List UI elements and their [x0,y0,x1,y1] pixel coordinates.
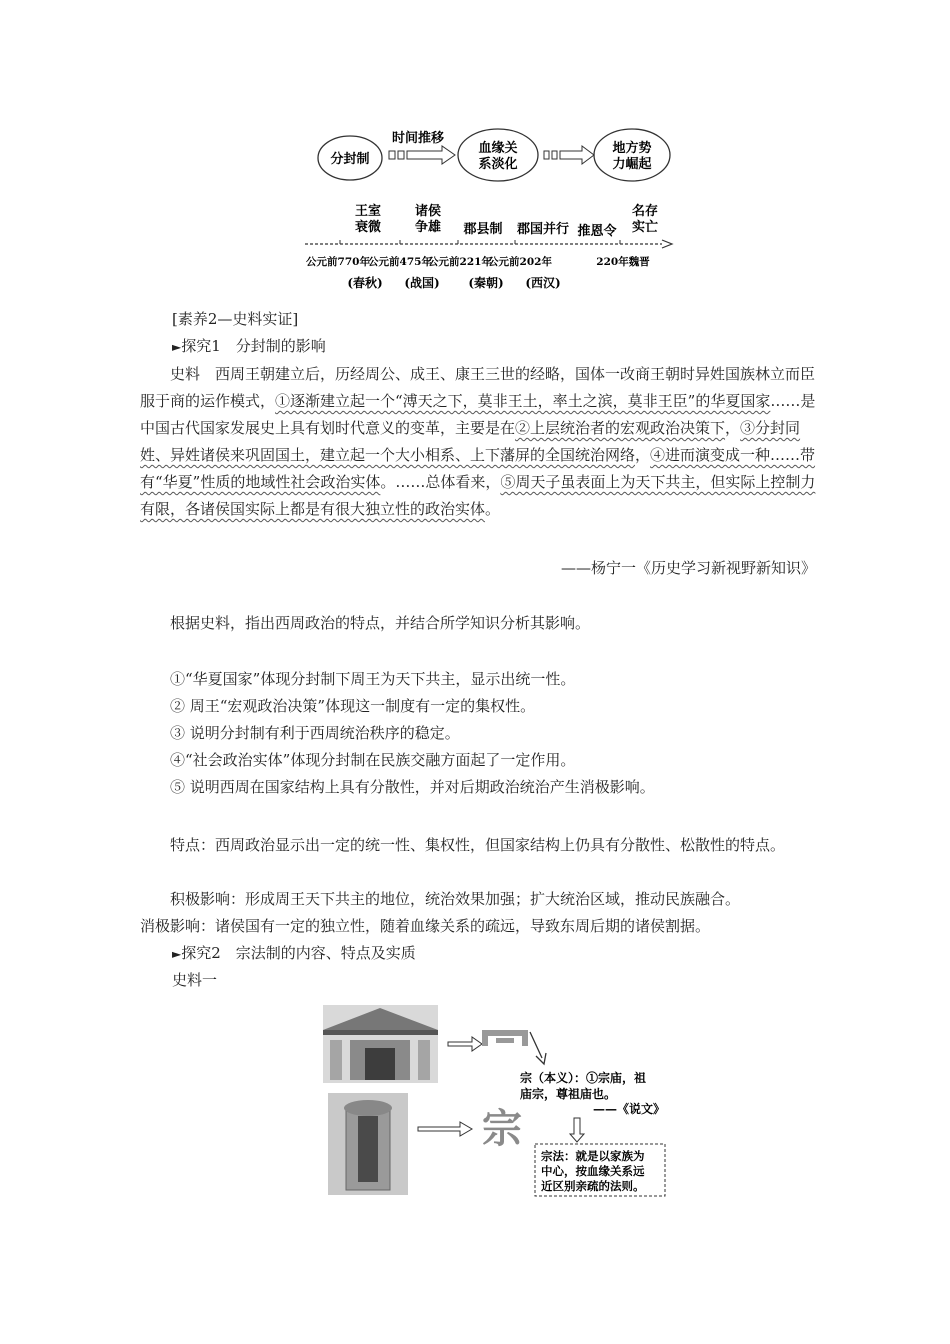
tl-date-5: 220年魏晋 [596,256,650,268]
question: 根据史料，指出西周政治的特点，并结合所学知识分析其影响。 [170,614,591,632]
ancient-zong-glyph [482,1030,528,1046]
source-part-8: 。……总体看来， [380,473,501,491]
point-4: ④“社会政治实体”体现分封制在民族交融方面起了一定作用。 [170,751,576,769]
tl-era-4: (西汉) [525,276,561,290]
tl-above-2a: 诸侯 [414,204,442,219]
def-line-1: 宗（本义）：①宗庙，祖 [520,1071,647,1085]
box-line-1: 宗法：就是以家族为 [541,1149,645,1163]
answer-positive: 积极影响：形成周王天下共主的地位，统治效果加强；扩大统治区域，推动民族融合。 [170,890,741,908]
section-heading: [素养2—史料实证] [172,310,299,328]
tl-era-3: (秦朝) [468,276,504,290]
source-part-6: ， [635,446,651,464]
tl-above-2b: 争雄 [414,220,442,235]
def-line-2: 庙宗，尊祖庙也。 [520,1087,617,1101]
explore2-title [172,940,848,968]
explore1-title [172,333,848,361]
explore1-title-text: 探究1 分封制的影响 [181,337,326,355]
node-local: 地方势 [612,141,652,156]
tl-above-4: 郡国并行 [516,222,570,237]
source-part-7: ④进而演变成一种……带有“华夏”性质的地域性社会政治实体 [140,446,816,491]
triangle-icon: ► [172,340,182,354]
box-line-3: 近区别亲疏的法则。 [541,1179,645,1193]
node-blood: 血缘关 [478,141,518,156]
source-part-2: ……是中国古代国家发展史上具有划时代意义的变革，主要是在 [140,392,816,437]
node-fenfeng: 分封制 [330,152,370,167]
tl-above-5: 推恩令 [577,224,617,239]
tl-date-3: 公元前221年 [428,256,492,268]
source-part-5: ③分封同姓、异姓诸侯来巩固国土，建立起一个大小相系、上下藩屏的全国统治网络 [140,419,801,464]
triangle-icon-2: ► [172,947,182,961]
source-paragraph [140,361,816,523]
point-1: ①“华夏国家”体现分封制下周王为天下共主，显示出统一性。 [170,670,576,688]
point-5: ⑤ 说明西周在国家结构上具有分散性，并对后期政治统治产生消极影响。 [170,778,655,796]
tl-date-1: 公元前770年 [306,256,370,268]
tl-date-2: 公元前475年 [368,256,432,268]
tl-above-1a: 王室 [354,204,382,219]
point-2: ② 周王“宏观政治决策”体现这一制度有一定的集权性。 [170,697,536,715]
source-part-4: ， [725,419,741,437]
tl-above-6a: 名存 [631,204,659,219]
answer-negative: 消极影响：诸侯国有一定的独立性，随着血缘关系的疏远，导致东周后期的诸侯割据。 [140,917,711,935]
source-part-3: ②上层统治者的宏观政治决策下 [515,419,726,437]
tl-era-1: (春秋) [347,276,383,290]
source-part-10: 。 [485,500,501,518]
ancestral-hall-photo [323,1005,438,1083]
box-line-2: 中心，按血缘关系远 [541,1164,645,1178]
tl-era-2: (战国) [404,276,440,290]
def-cite: ——《说文》 [592,1102,665,1116]
source-part-1: ①逐渐建立起一个“溥天之下，莫非王土，率土之滨，莫非王臣”的华夏国家 [275,392,771,410]
source-part-0: 西周王朝建立后，历经周公、成王、康王三世的经略，国体一改商王朝时异姓国族林立而臣服于商的运作模式， [140,365,816,410]
citation: ——杨宁一《历史学习新视野新知识》 [560,559,816,577]
source-part-9: ⑤周天子虽表面上为天下共主，但实际上控制力有限，各诸侯国实际上都是有很大独立性的政治实体 [140,473,816,518]
source1-label: 史料一 [172,971,218,989]
timeline [300,200,680,295]
node-blood-2: 系淡化 [478,157,518,172]
tl-above-1b: 衰微 [354,220,382,235]
explore2-title-text: 探究2 宗法制的内容、特点及实质 [181,944,416,962]
source-label: 史料 [170,365,216,383]
answer-feature: 特点：西周政治显示出一定的统一性、集权性，但国家结构上仍具有分散性、松散性的特点。 [170,836,786,854]
node-local-2: 力崛起 [612,157,652,172]
zong-character: 宗 [482,1105,522,1152]
point-3: ③ 说明分封制有利于西周统治秩序的稳定。 [170,724,460,742]
arrow-label: 时间推移 [391,131,445,146]
tl-above-3: 郡县制 [463,222,503,237]
tl-above-6b: 实亡 [631,220,659,235]
ancestral-tablet-photo [328,1093,408,1195]
zong-diagram [320,1000,680,1205]
tl-date-4: 公元前202年 [488,256,552,268]
fenfeng-flow-diagram [310,125,680,195]
